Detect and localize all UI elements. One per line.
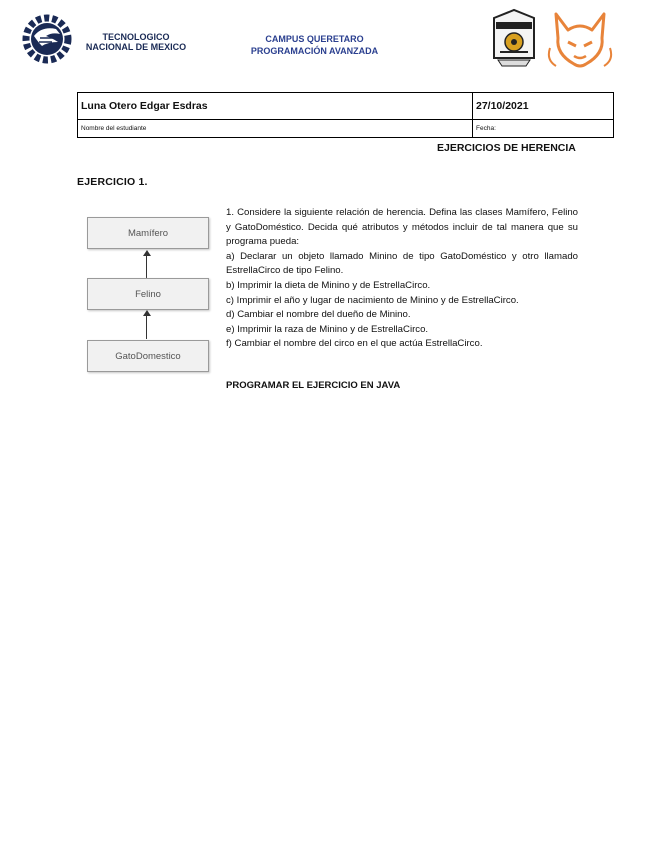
institution-name: [76, 32, 196, 52]
campus-heading: [232, 33, 397, 57]
inheritance-line-1: [146, 256, 147, 278]
instruction-item-a: a) Declarar un objeto llamado Minino de tipo GatoDoméstico y otro llamado EstrellaCirco de tipo Felino.: [226, 250, 578, 277]
student-labels-row: [78, 120, 614, 138]
inheritance-line-2: [146, 316, 147, 339]
class-box-felino: Felino: [87, 278, 209, 310]
class-box-mamifero: Mamífero: [87, 217, 209, 249]
instruction-item-e: e) Imprimir la raza de Minino y de EstrellaCirco.: [226, 323, 429, 335]
student-name: Luna Otero Edgar Esdras: [78, 93, 473, 120]
student-date-label: Fecha:: [473, 120, 614, 138]
section-title: EJERCICIOS DE HERENCIA: [437, 142, 576, 154]
inheritance-diagram: [85, 209, 211, 381]
tecnm-logo-icon: [22, 14, 72, 64]
course-name: PROGRAMACIÓN AVANZADA: [250, 46, 379, 56]
inheritance-arrow-2-icon: [143, 310, 151, 316]
fox-mascot-icon: [546, 8, 614, 72]
class-box-gatodomestico: GatoDomestico: [87, 340, 209, 372]
instruction-item-b: b) Imprimir la dieta de Minino y de EstrellaCirco.: [226, 279, 431, 291]
exercise-instructions: [226, 206, 578, 352]
student-date: 27/10/2021: [473, 93, 614, 120]
inheritance-arrow-1-icon: [143, 250, 151, 256]
student-name-label: Nombre del estudiante: [78, 120, 473, 138]
program-note: PROGRAMAR EL EJERCICIO EN JAVA: [226, 380, 401, 391]
student-values-row: [78, 93, 614, 120]
instruction-item-f: f) Cambiar el nombre del circo en el que actúa EstrellaCirco.: [226, 338, 483, 350]
instruction-item-c: c) Imprimir el año y lugar de nacimiento de Minino y de EstrellaCirco.: [226, 294, 519, 306]
institution-line-1: TECNOLOGICO: [102, 32, 170, 42]
instruction-item-d: d) Cambiar el nombre del dueño de Minino.: [226, 309, 411, 321]
student-info-table: [77, 92, 614, 138]
instructions-intro: 1. Considere la siguiente relación de herencia. Defina las clases Mamífero, Felino y GatoDoméstico. Decida qué atributos y métodos incluir de tal manera que su programa pueda:: [226, 207, 578, 248]
campus-name: CAMPUS QUERETARO: [265, 34, 364, 44]
school-seal-icon: [486, 6, 542, 68]
exercise-title: EJERCICIO 1.: [77, 176, 148, 188]
institution-line-2: NACIONAL DE MEXICO: [85, 42, 187, 52]
